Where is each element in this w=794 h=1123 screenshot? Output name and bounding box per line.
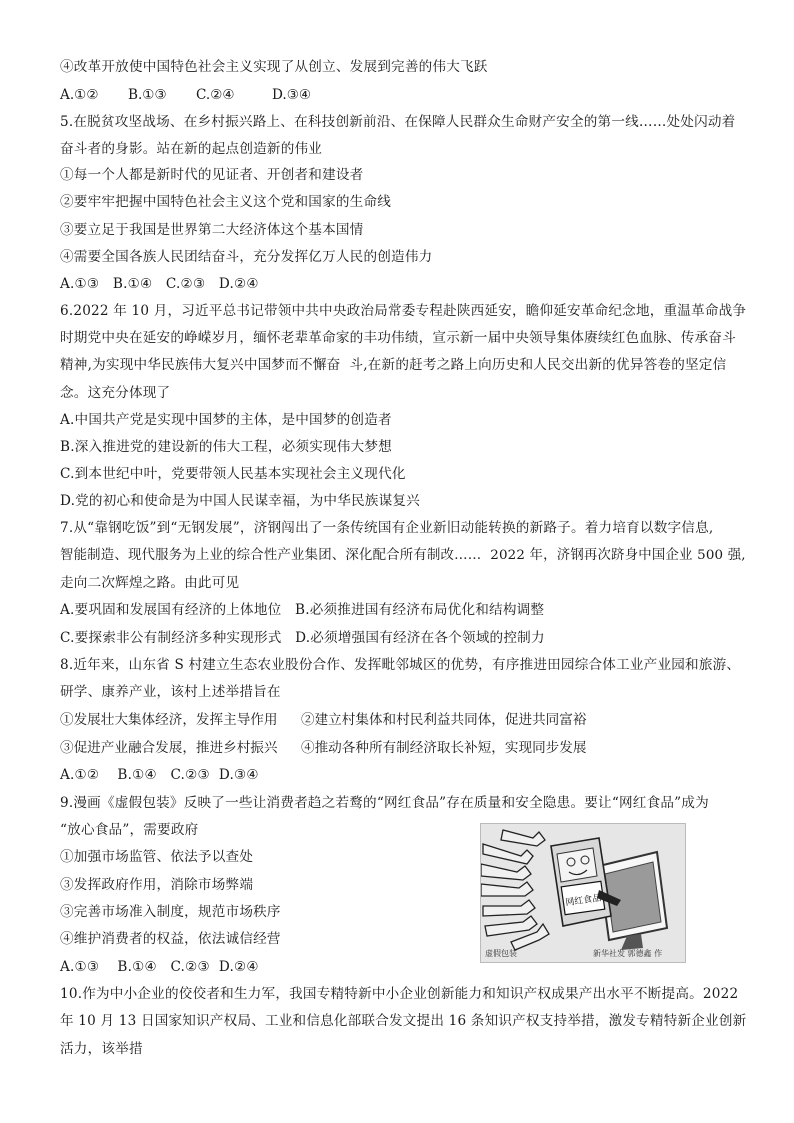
q8-stem-line-2: 研学、康养产业，该村上述举措旨在 [60, 684, 281, 700]
q8-stem-line-1: 8.近年来，山东省 S 村建立生态农业股份合作、发挥毗邻城区的优势，有序推进田园综合体工业产业园和旅游、 [60, 657, 741, 673]
cartoon-image [480, 823, 686, 963]
q6-stem-line-3: 精神,为实现中华民族伟大复兴中国梦而不懈奋 斗,在新的赶考之路上向历史和人民交出新的优异答卷的坚定信 [60, 357, 727, 373]
q5-stem-line-2: 奋斗者的身影。站在新的起点创造新的伟业 [60, 141, 323, 157]
q6-stem-line-1: 6.2022 年 10 月，习近平总书记带领中共中央政治局常委专程赴陕西延安，瞻仰延安革命纪念地，重温革命战争 [60, 303, 747, 319]
q6-option-c: C.到本世纪中叶，党要带领人民基本实现社会主义现代化 [60, 466, 406, 482]
q6-option-a: A.中国共产党是实现中国梦的主体，是中国梦的创造者 [60, 412, 392, 428]
q8-item-2: ②建立村集体和村民利益共同体，促进共同富裕 [301, 712, 587, 728]
q6-stem-line-4: 念。这充分体现了 [60, 385, 171, 401]
cartoon-caption-title: 虚假包装 [485, 949, 517, 958]
cartoon-sign-text: 网红食品 [564, 893, 602, 909]
q5-item-4: ④需要全国各族人民团结奋斗，充分发挥亿万人民的创造伟力 [60, 249, 433, 265]
q8-item-4: ④推动各种所有制经济取长补短，实现同步发展 [301, 740, 587, 756]
q7-options-row-1: A.要巩固和发展国有经济的上体地位 B.必须推进国有经济布局优化和结构调整 [60, 602, 545, 618]
q4-option-d: D.③④ [272, 87, 312, 103]
q8-item-1: ①发展壮大集体经济，发挥主导作用 [60, 712, 278, 728]
q4-option-c: C.②④ [196, 87, 235, 103]
q5-stem-line-1: 5.在脱贫攻坚战场、在乡村振兴路上、在科技创新前沿、在保障人民群众生命财产安全的第一线……处处闪动着 [60, 114, 736, 130]
cartoon-drawing [481, 824, 685, 962]
q10-stem-line-1: 10.作为中小企业的佼佼者和生力军，我国专精特新中小企业创新能力和知识产权成果产出水平不断提高。2022 [60, 986, 739, 1002]
q10-stem-line-2: 年 10 月 13 日国家知识产权局、工业和信息化部联合发文提出 16 条知识产权支持举措，激发专精特新企业创新 [60, 1013, 747, 1029]
q7-options-row-2: C.要探索非公有制经济多种实现形式 D.必须增强国有经济在各个领域的控制力 [60, 630, 545, 646]
q5-options: A.①③ B.①④ C.②③ D.②④ [60, 276, 259, 292]
q7-stem-line-2: 智能制造、现代服务为上业的综合性产业集团、深化配合所有制改…… 2022 年，济钢再次跻身中国企业 500 强, [60, 548, 746, 563]
q9-stem-line-2: “放心食品”，需要政府 [60, 822, 199, 838]
q9-item-1: ①加强市场监管、依法予以查处 [60, 849, 254, 865]
q9-options: A.①③ B.①④ C.②③ D.②④ [60, 959, 259, 975]
q10-stem-line-3: 活力，该举措 [60, 1041, 143, 1057]
cartoon-caption-credit: 新华社发 郭德鑫 作 [593, 949, 663, 958]
q9-item-4: ④维护消费者的权益，依法诚信经营 [60, 931, 281, 947]
q8-options: A.①② B.①④ C.②③ D.③④ [60, 767, 259, 783]
q5-item-1: ①每一个人都是新时代的见证者、开创者和建设者 [60, 167, 364, 183]
q7-stem-line-3: 走向二次辉煌之路。由此可见 [60, 575, 240, 591]
q6-stem-line-2: 时期党中央在延安的峥嵘岁月，缅怀老辈革命家的丰功伟绩，宣示新一届中央领导集体赓续红色血脉、传承奋斗 [60, 330, 736, 346]
q4-option-a: A.①② [60, 87, 99, 103]
q9-item-2: ③发挥政府作用，消除市场弊端 [60, 877, 254, 893]
q9-item-3: ③完善市场准入制度，规范市场秩序 [60, 904, 281, 920]
q7-stem-line-1: 7.从“靠钢吃饭”到“无钢发展”，济钢闯出了一条传统国有企业新旧动能转换的新路子。着力培育以数字信息, [60, 520, 714, 536]
q9-stem-line-1: 9.漫画《虚假包装》反映了一些让消费者趋之若鹜的“网红食品”存在质量和安全隐患。要让“网红食品”成为 [60, 795, 709, 811]
q4-option-b: B.①③ [128, 87, 167, 103]
q6-option-b: B.深入推进党的建设新的伟大工程，必须实现伟大梦想 [60, 439, 392, 455]
q8-item-3: ③促进产业融合发展，推进乡村振兴 [60, 740, 278, 756]
q5-item-3: ③要立足于我国是世界第二大经济体这个基本国情 [60, 222, 364, 238]
q6-option-d: D.党的初心和使命是为中国人民谋幸福，为中华民族谋复兴 [60, 493, 420, 509]
q5-item-2: ②要牢牢把握中国特色社会主义这个党和国家的生命线 [60, 194, 392, 210]
q4-item-4: ④改革开放使中国特色社会主义实现了从创立、发展到完善的伟大飞跃 [60, 59, 488, 75]
